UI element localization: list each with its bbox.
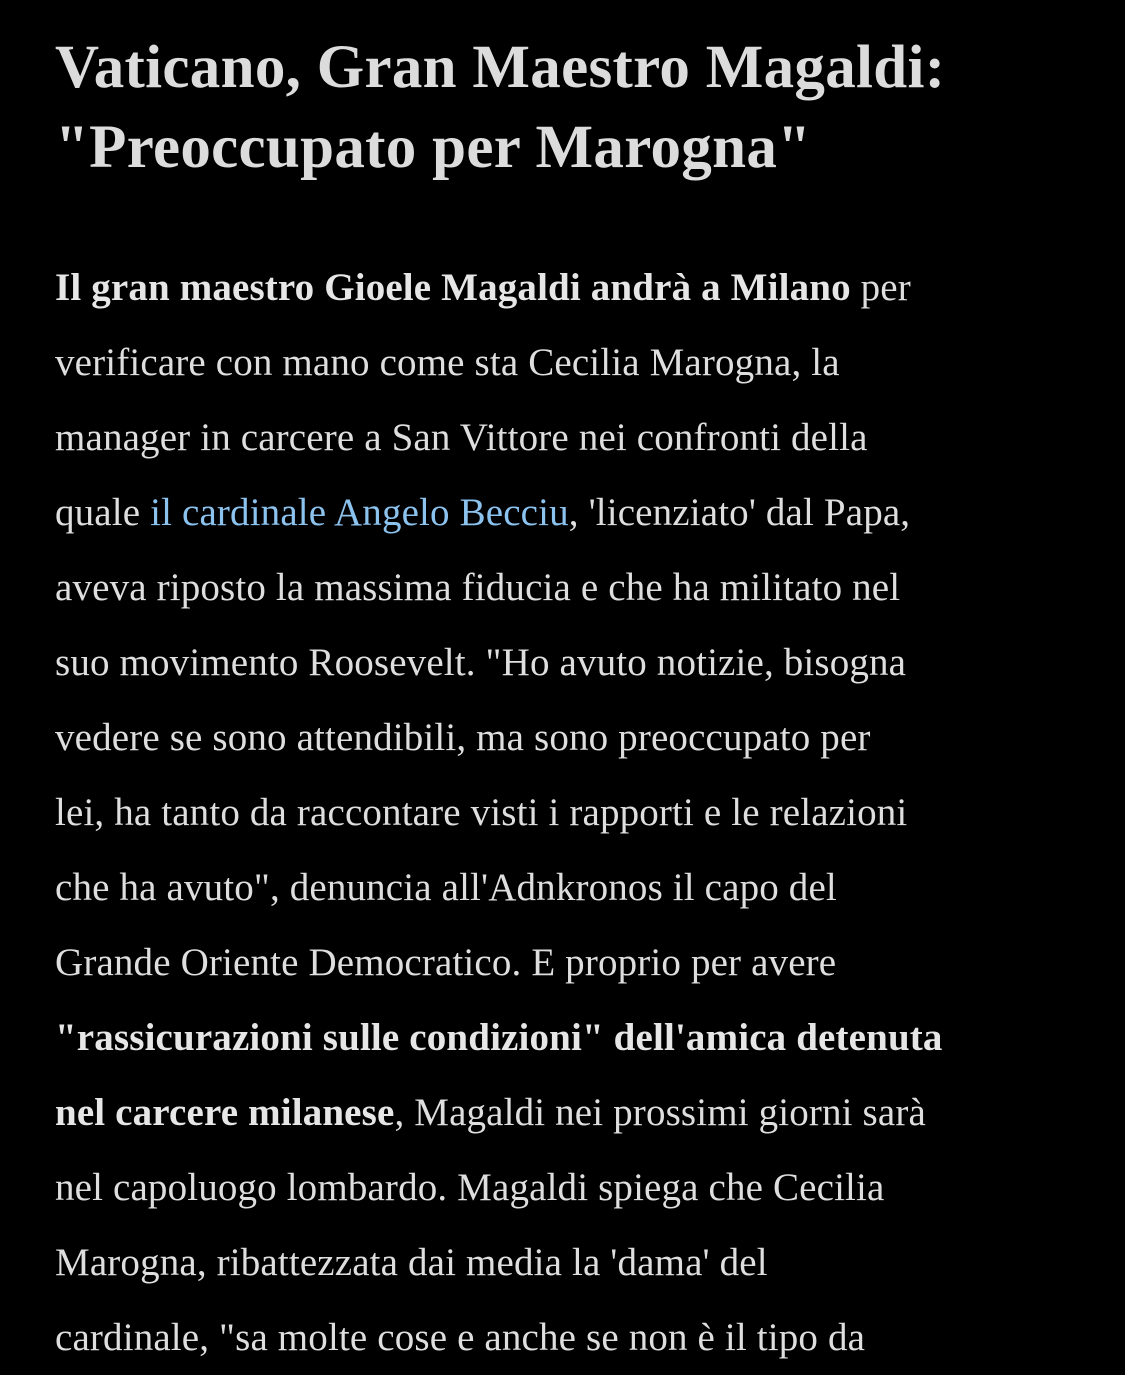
body-line-13: nel capoluogo lombardo. Magaldi spiega che Cecilia <box>55 1166 885 1209</box>
headline-line-2: "Preoccupato per Marogna" <box>55 114 812 181</box>
article-headline <box>55 28 1075 188</box>
body-line-1 <box>55 250 1075 325</box>
body-line-7: vedere se sono attendibili, ma sono preoccupato per <box>55 716 871 759</box>
bold-quote-text: "rassicurazioni sulle condizioni" dell'amica detenuta <box>55 1016 943 1059</box>
body-line-11 <box>55 1000 1075 1075</box>
body-line-14: Marogna, ribattezzata dai media la 'dama' del <box>55 1241 768 1284</box>
body-line-5: aveva riposto la massima fiducia e che ha militato nel <box>55 566 901 609</box>
body-text: , 'licenziato' dal Papa, <box>568 491 911 534</box>
body-line-3: manager in carcere a San Vittore nei confronti della <box>55 416 868 459</box>
article <box>55 28 1075 1375</box>
body-text: , Magaldi nei prossimi giorni sarà <box>394 1091 926 1134</box>
body-line-2: verificare con mano come sta Cecilia Marogna, la <box>55 341 840 384</box>
bold-quote-text: nel carcere milanese <box>55 1091 395 1134</box>
cardinal-becciu-link[interactable]: il cardinale Angelo Becciu <box>150 491 569 534</box>
body-line-4 <box>55 475 1075 550</box>
article-body <box>55 250 1075 1375</box>
lead-bold-text: Il gran maestro Gioele Magaldi andrà a Milano <box>55 266 851 309</box>
body-line-8: lei, ha tanto da raccontare visti i rapporti e le relazioni <box>55 791 908 834</box>
body-text: quale <box>55 491 151 534</box>
body-line-10: Grande Oriente Democratico. E proprio per avere <box>55 941 837 984</box>
body-line-12 <box>55 1075 1075 1150</box>
body-line-6: suo movimento Roosevelt. "Ho avuto notizie, bisogna <box>55 641 907 684</box>
body-text: per <box>850 266 911 309</box>
body-line-15: cardinale, "sa molte cose e anche se non è il tipo da <box>55 1316 866 1359</box>
headline-line-1: Vaticano, Gran Maestro Magaldi: <box>55 34 946 101</box>
body-line-9: che ha avuto", denuncia all'Adnkronos il capo del <box>55 866 837 909</box>
